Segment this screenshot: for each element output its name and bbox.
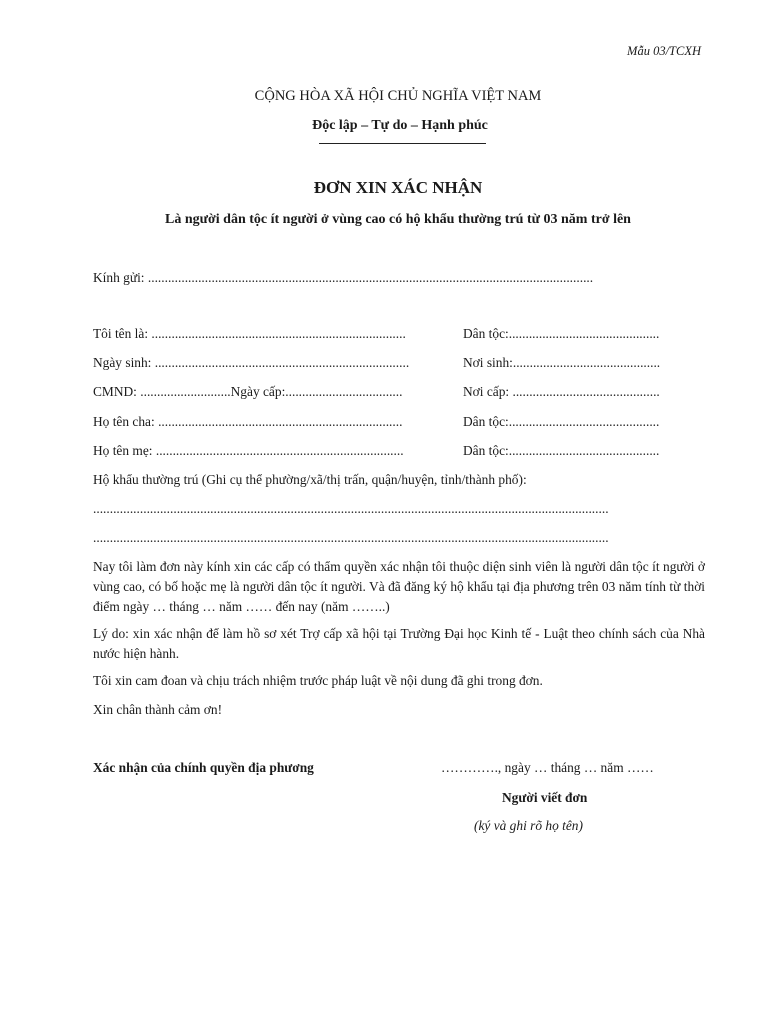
ethnicity-field: Dân tộc:............................................. [463, 326, 660, 341]
name-field: Tôi tên là: ............................................................................ [93, 326, 406, 341]
id-card-field: CMND: ...........................Ngày cấp:................................... [93, 384, 403, 399]
signer-note: (ký và ghi rõ họ tên) [474, 818, 583, 833]
residence-label: Hộ khẩu thường trú (Ghi cụ thể phường/xã/thị trấn, quận/huyện, tỉnh/thành phố): [93, 472, 527, 487]
dob-field: Ngày sinh: ............................................................................ [93, 355, 410, 370]
mother-ethnicity-field: Dân tộc:............................................. [463, 443, 660, 458]
father-name-field: Họ tên cha: ......................................................................... [93, 414, 403, 429]
signer-label: Người viết đơn [502, 790, 588, 805]
motto-underline [319, 143, 486, 144]
nation-header: CỘNG HÒA XÃ HỘI CHỦ NGHĨA VIỆT NAM [254, 88, 542, 104]
birthplace-field: Nơi sinh:............................................ [463, 355, 661, 370]
mother-name-field: Họ tên mẹ: .......................................................................... [93, 443, 404, 458]
reason-paragraph: Lý do: xin xác nhận để làm hồ sơ xét Trợ cấp xã hội tại Trường Đại học Kinh tế - Luật theo chính sách của Nhà nước hiện hành. [93, 626, 705, 661]
father-ethnicity-field: Dân tộc:............................................. [463, 414, 660, 429]
residence-line-1: .......................................................................................................................................................... [93, 501, 609, 516]
national-motto: Độc lập – Tự do – Hạnh phúc [312, 118, 488, 133]
authority-confirmation-label: Xác nhận của chính quyền địa phương [93, 760, 314, 775]
issue-place-field: Nơi cấp: ............................................ [463, 384, 660, 399]
residence-line-2: .......................................................................................................................................................... [93, 530, 609, 545]
commitment-text: Tôi xin cam đoan và chịu trách nhiệm trước pháp luật về nội dung đã ghi trong đơn. [93, 673, 543, 688]
document-title: ĐƠN XIN XÁC NHẬN [313, 178, 483, 197]
date-line: …………., ngày … tháng … năm …… [441, 760, 654, 775]
request-paragraph: Nay tôi làm đơn này kính xin các cấp có thẩm quyền xác nhận tôi thuộc diện sinh viên là người dân tộc ít người ở vùng cao, có bố hoặc mẹ là người dân tộc ít người. Và đã đăng ký hộ khẩu tại địa phương trên 03 năm tính từ thời điểm ngày … tháng … năm …… đến nay (năm ……..) [93, 559, 705, 614]
document-subtitle: Là người dân tộc ít người ở vùng cao có hộ khẩu thường trú từ 03 năm trở lên [165, 212, 631, 227]
thanks-text: Xin chân thành cảm ơn! [93, 702, 223, 717]
recipient-field: Kính gửi: ..................................................................................................................................... [93, 270, 594, 285]
form-code: Mẫu 03/TCXH [627, 44, 701, 58]
